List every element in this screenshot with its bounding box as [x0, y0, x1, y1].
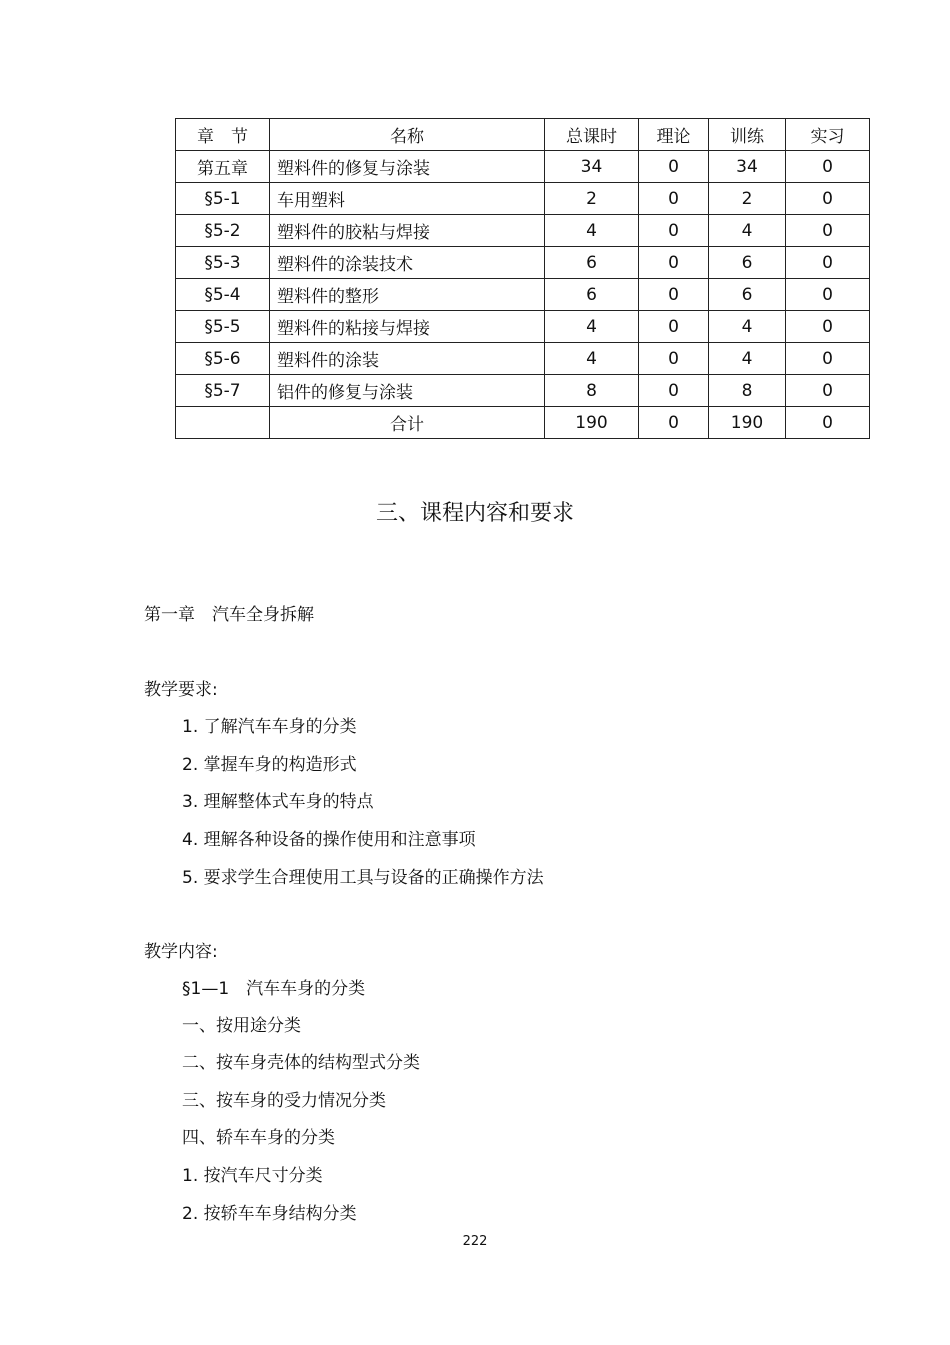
cell-chapter: 第五章 — [176, 151, 270, 183]
header-cell-total-hours: 总课时 — [545, 119, 639, 151]
table-row — [176, 343, 870, 375]
cell-training: 4 — [709, 343, 786, 375]
content-item: §1—1 汽车车身的分类 — [182, 979, 366, 999]
cell-training: 190 — [709, 407, 786, 439]
cell-name: 塑料件的涂装 — [270, 343, 545, 375]
cell-training: 34 — [709, 151, 786, 183]
cell-chapter: §5-6 — [176, 343, 270, 375]
content-item: 一、按用途分类 — [182, 1016, 301, 1036]
cell-total-hours: 8 — [545, 375, 639, 407]
chapter-title: 第一章 汽车全身拆解 — [144, 605, 314, 625]
requirement-item: 2. 掌握车身的构造形式 — [182, 755, 357, 775]
cell-chapter: §5-5 — [176, 311, 270, 343]
cell-practice: 0 — [786, 343, 870, 375]
content-item: 三、按车身的受力情况分类 — [182, 1091, 386, 1111]
cell-training: 6 — [709, 247, 786, 279]
cell-theory: 0 — [639, 247, 709, 279]
cell-practice: 0 — [786, 279, 870, 311]
cell-practice: 0 — [786, 375, 870, 407]
course-hours-table — [175, 118, 870, 439]
cell-chapter — [176, 407, 270, 439]
cell-chapter: §5-7 — [176, 375, 270, 407]
cell-total-hours: 2 — [545, 183, 639, 215]
requirement-item: 3. 理解整体式车身的特点 — [182, 792, 374, 812]
requirements-label: 教学要求: — [144, 680, 218, 700]
cell-name: 塑料件的粘接与焊接 — [270, 311, 545, 343]
requirement-item: 5. 要求学生合理使用工具与设备的正确操作方法 — [182, 868, 544, 888]
cell-total-hours: 6 — [545, 247, 639, 279]
header-cell-chapter: 章 节 — [176, 119, 270, 151]
table-row — [176, 183, 870, 215]
table-row — [176, 311, 870, 343]
cell-total-hours: 34 — [545, 151, 639, 183]
table-row — [176, 215, 870, 247]
header-cell-practice: 实习 — [786, 119, 870, 151]
requirement-item: 4. 理解各种设备的操作使用和注意事项 — [182, 830, 476, 850]
cell-practice: 0 — [786, 183, 870, 215]
cell-theory: 0 — [639, 215, 709, 247]
cell-chapter: §5-1 — [176, 183, 270, 215]
table-total-row — [176, 407, 870, 439]
content-item: 2. 按轿车车身结构分类 — [182, 1204, 357, 1224]
cell-theory: 0 — [639, 279, 709, 311]
content-label: 教学内容: — [144, 942, 218, 962]
header-cell-theory: 理论 — [639, 119, 709, 151]
cell-name: 塑料件的涂装技术 — [270, 247, 545, 279]
cell-chapter: §5-4 — [176, 279, 270, 311]
header-cell-training: 训练 — [709, 119, 786, 151]
content-item: 四、轿车车身的分类 — [182, 1128, 335, 1148]
table-row — [176, 247, 870, 279]
section-title: 三、课程内容和要求 — [375, 501, 574, 526]
content-item: 1. 按汽车尺寸分类 — [182, 1166, 323, 1186]
cell-name: 车用塑料 — [270, 183, 545, 215]
cell-name: 塑料件的修复与涂装 — [270, 151, 545, 183]
cell-chapter: §5-3 — [176, 247, 270, 279]
cell-total-label: 合计 — [270, 407, 545, 439]
cell-training: 2 — [709, 183, 786, 215]
cell-training: 4 — [709, 311, 786, 343]
table-header-row — [176, 119, 870, 151]
cell-training: 6 — [709, 279, 786, 311]
content-item: 二、按车身壳体的结构型式分类 — [182, 1053, 420, 1073]
cell-practice: 0 — [786, 151, 870, 183]
cell-training: 8 — [709, 375, 786, 407]
cell-theory: 0 — [639, 151, 709, 183]
cell-name: 铝件的修复与涂装 — [270, 375, 545, 407]
cell-theory: 0 — [639, 375, 709, 407]
cell-training: 4 — [709, 215, 786, 247]
cell-theory: 0 — [639, 311, 709, 343]
cell-theory: 0 — [639, 183, 709, 215]
page-number: 222 — [462, 1234, 488, 1249]
cell-practice: 0 — [786, 311, 870, 343]
header-cell-name: 名称 — [270, 119, 545, 151]
cell-name: 塑料件的整形 — [270, 279, 545, 311]
cell-practice: 0 — [786, 247, 870, 279]
cell-total-hours: 6 — [545, 279, 639, 311]
cell-total-hours: 4 — [545, 343, 639, 375]
cell-name: 塑料件的胶粘与焊接 — [270, 215, 545, 247]
table-row — [176, 151, 870, 183]
requirement-item: 1. 了解汽车车身的分类 — [182, 717, 357, 737]
cell-theory: 0 — [639, 407, 709, 439]
cell-total-hours: 190 — [545, 407, 639, 439]
table-row — [176, 279, 870, 311]
cell-practice: 0 — [786, 215, 870, 247]
cell-total-hours: 4 — [545, 311, 639, 343]
table-row — [176, 375, 870, 407]
cell-chapter: §5-2 — [176, 215, 270, 247]
cell-practice: 0 — [786, 407, 870, 439]
cell-theory: 0 — [639, 343, 709, 375]
cell-total-hours: 4 — [545, 215, 639, 247]
